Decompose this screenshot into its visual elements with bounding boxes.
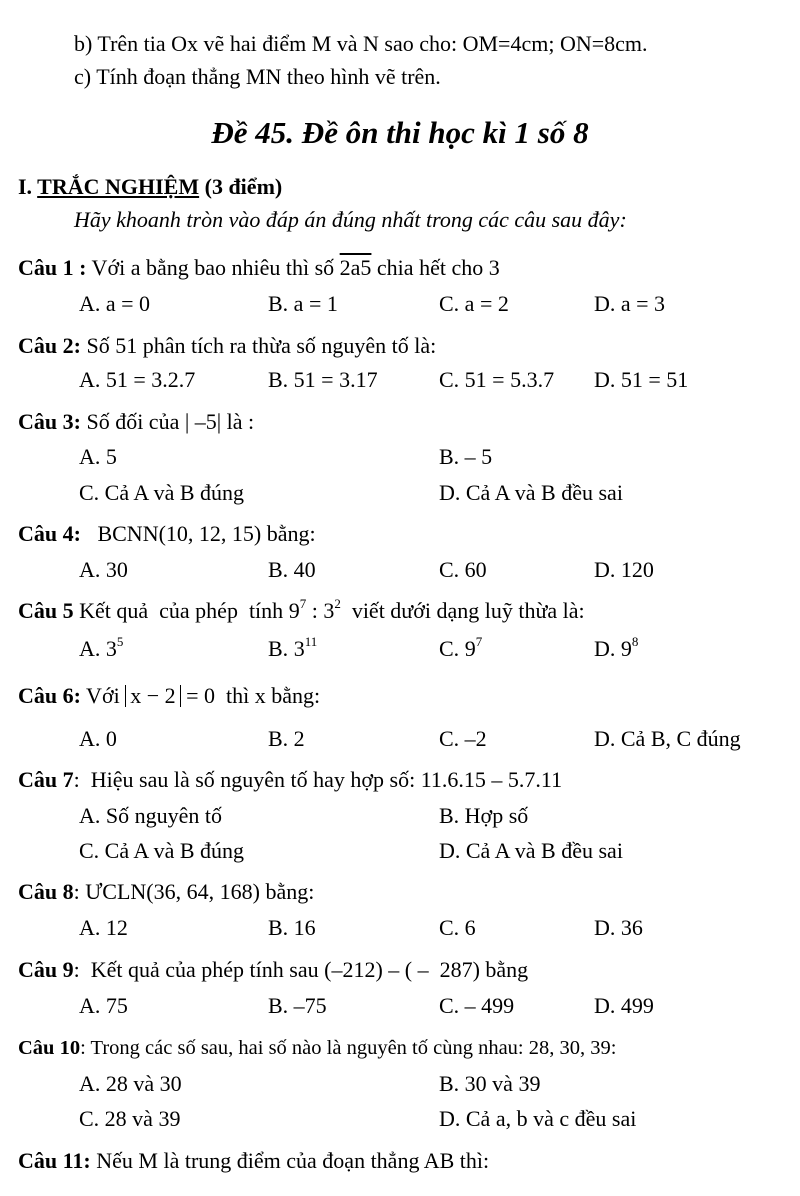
option-b[interactable]: B. 40 xyxy=(268,557,316,582)
power-exponent: 7 xyxy=(299,596,307,611)
question-text: : ƯCLN(36, 64, 168) bằng: xyxy=(73,879,315,904)
option-a[interactable]: A. 30 xyxy=(79,557,128,582)
option-c[interactable]: C. a = 2 xyxy=(439,291,509,316)
question-text: Với a bằng bao nhiêu thì số xyxy=(86,255,340,280)
question-label: Câu 1 : xyxy=(18,255,87,280)
option-prefix: C. xyxy=(439,636,465,661)
intro-line-b: b) Trên tia Ox vẽ hai điểm M và N sao cho: OM=4cm; ON=8cm. xyxy=(74,31,648,56)
option-a[interactable]: A. 5 xyxy=(79,444,117,469)
option-d[interactable]: D. 36 xyxy=(594,915,643,940)
power-exponent: 5 xyxy=(116,634,124,649)
power-base: 3 xyxy=(323,598,335,623)
option-c[interactable]: C. 28 và 39 xyxy=(79,1106,181,1131)
question-text: Với xyxy=(80,683,126,708)
option-d[interactable]: D. Cả a, b và c đều sai xyxy=(439,1106,637,1131)
option-d[interactable]: D. Cả B, C đúng xyxy=(594,726,741,751)
option-c[interactable]: C. –2 xyxy=(439,726,487,751)
power-exponent: 8 xyxy=(631,634,639,649)
equation-rhs: = 0 xyxy=(180,683,216,708)
question-text: viết dưới dạng luỹ thừa là: xyxy=(340,598,585,623)
question-label: Câu 5 xyxy=(18,598,74,623)
option-d[interactable]: D. a = 3 xyxy=(594,291,666,316)
question-5 xyxy=(18,596,585,623)
power-exponent: 7 xyxy=(475,634,483,649)
question-text: chia hết cho 3 xyxy=(371,255,500,280)
question-text: : Trong các số sau, hai số nào là nguyên tố cùng nhau: 28, 30, 39: xyxy=(80,1037,617,1059)
question-2 xyxy=(18,335,436,357)
question-11 xyxy=(18,1150,489,1172)
operator: : xyxy=(306,598,324,623)
question-label: Câu 11: xyxy=(18,1148,91,1173)
power-base: 9 xyxy=(620,636,632,661)
power-base: 9 xyxy=(288,598,300,623)
option-c[interactable]: C. Cả A và B đúng xyxy=(79,838,245,863)
option-b[interactable]: B. 16 xyxy=(268,915,316,940)
intro-line-c: c) Tính đoạn thẳng MN theo hình vẽ trên. xyxy=(74,64,441,89)
power-base: 9 xyxy=(464,636,476,661)
question-3 xyxy=(18,411,254,433)
option-a[interactable]: A. a = 0 xyxy=(79,291,151,316)
option-b[interactable]: B. 30 và 39 xyxy=(439,1071,541,1096)
option-c[interactable]: C. – 499 xyxy=(439,993,515,1018)
option-c[interactable]: C. 51 = 5.3.7 xyxy=(439,367,555,392)
power-base: 3 xyxy=(293,636,305,661)
option-d[interactable]: D. 499 xyxy=(594,993,654,1018)
question-label: Câu 8 xyxy=(18,879,74,904)
page-title: Đề 45. Đề ôn thi học kì 1 số 8 xyxy=(211,115,589,150)
question-label: Câu 9 xyxy=(18,957,74,982)
question-8 xyxy=(18,881,314,903)
instruction: Hãy khoanh tròn vào đáp án đúng nhất trong các câu sau đây: xyxy=(74,207,627,232)
section-name: TRẮC NGHIỆM xyxy=(37,174,200,199)
question-6 xyxy=(18,685,320,707)
question-1 xyxy=(18,257,500,279)
option-b[interactable]: B. a = 1 xyxy=(268,291,338,316)
option-c[interactable]: C. 6 xyxy=(439,915,476,940)
question-text: Nếu M là trung điểm của đoạn thẳng AB thì: xyxy=(90,1148,490,1173)
option-a[interactable] xyxy=(79,634,124,661)
option-d[interactable]: D. 120 xyxy=(594,557,654,582)
question-4 xyxy=(18,523,316,545)
question-text: Số 51 phân tích ra thừa số nguyên tố là: xyxy=(80,333,437,358)
overline-number: 2a5 xyxy=(339,255,372,280)
question-text: : Hiệu sau là số nguyên tố hay hợp số: 11.6.15 – 5.7.11 xyxy=(73,767,563,792)
option-d[interactable]: D. Cả A và B đều sai xyxy=(439,480,623,505)
question-text: BCNN(10, 12, 15) bằng: xyxy=(80,521,316,546)
question-7 xyxy=(18,769,562,791)
question-text: Kết quả của phép tính xyxy=(73,598,289,623)
option-prefix: B. xyxy=(268,636,294,661)
option-c[interactable]: C. Cả A và B đúng xyxy=(79,480,245,505)
question-label: Câu 3: xyxy=(18,409,81,434)
option-c[interactable] xyxy=(439,634,483,661)
section-prefix: I. xyxy=(18,174,38,199)
option-d[interactable]: D. 51 = 51 xyxy=(594,367,689,392)
absolute-value: x − 2 xyxy=(125,685,180,707)
option-a[interactable]: A. 12 xyxy=(79,915,128,940)
question-label: Câu 6: xyxy=(18,683,81,708)
option-prefix: D. xyxy=(594,636,621,661)
question-label: Câu 2: xyxy=(18,333,81,358)
option-b[interactable]: B. 51 = 3.17 xyxy=(268,367,378,392)
power-exponent: 11 xyxy=(304,634,318,649)
question-9 xyxy=(18,959,528,981)
section-points: (3 điểm) xyxy=(199,174,283,199)
option-d[interactable] xyxy=(594,634,639,661)
option-b[interactable]: B. –75 xyxy=(268,993,327,1018)
question-text: Số đối của | –5| là : xyxy=(80,409,255,434)
power-base: 3 xyxy=(105,636,117,661)
power-exponent: 2 xyxy=(334,596,341,611)
option-a[interactable]: A. 51 = 3.2.7 xyxy=(79,367,196,392)
question-label: Câu 10 xyxy=(18,1037,81,1059)
question-label: Câu 4: xyxy=(18,521,81,546)
option-a[interactable]: A. 75 xyxy=(79,993,128,1018)
option-a[interactable]: A. Số nguyên tố xyxy=(79,803,222,828)
option-prefix: A. xyxy=(79,636,106,661)
option-a[interactable]: A. 0 xyxy=(79,726,117,751)
option-d[interactable]: D. Cả A và B đều sai xyxy=(439,838,623,863)
question-10 xyxy=(18,1038,616,1059)
option-c[interactable]: C. 60 xyxy=(439,557,487,582)
question-text: : Kết quả của phép tính sau (–212) – ( – 287) bằng xyxy=(73,957,529,982)
option-a[interactable]: A. 28 và 30 xyxy=(79,1071,182,1096)
question-text: thì x bằng: xyxy=(215,683,321,708)
option-b[interactable]: B. 2 xyxy=(268,726,305,751)
section-header xyxy=(18,176,282,198)
option-b[interactable]: B. Hợp số xyxy=(439,803,529,828)
option-b[interactable]: B. – 5 xyxy=(439,444,493,469)
option-b[interactable] xyxy=(268,634,318,661)
question-label: Câu 7 xyxy=(18,767,74,792)
